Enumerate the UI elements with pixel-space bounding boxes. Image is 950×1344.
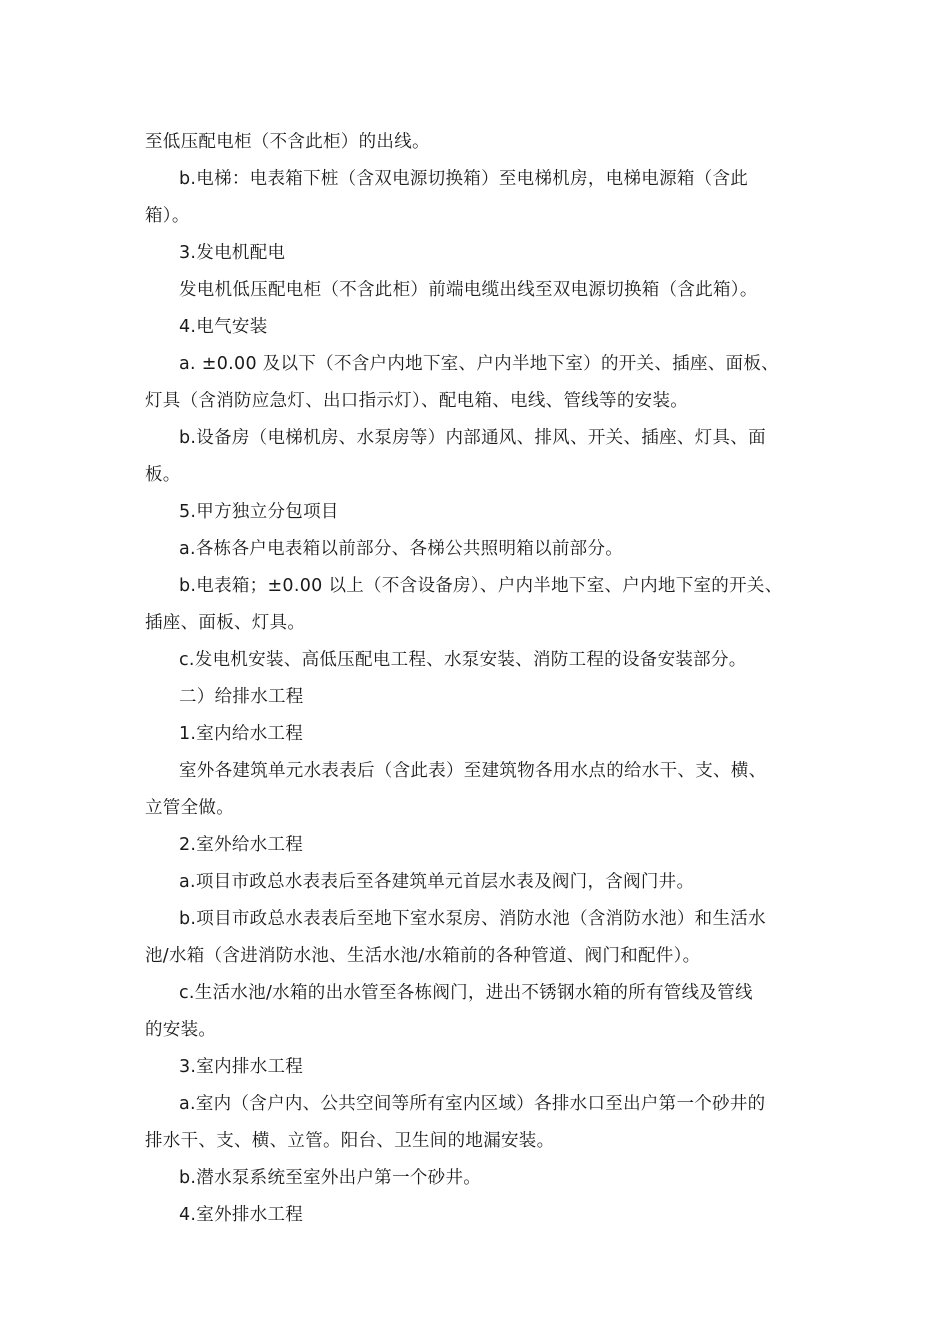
document-line: 至低压配电柜（不含此柜）的出线。 bbox=[145, 132, 430, 152]
document-line: 二）给排水工程 bbox=[179, 687, 304, 707]
document-line: 3.室内排水工程 bbox=[179, 1057, 304, 1077]
document-line: b.设备房（电梯机房、水泵房等）内部通风、排风、开关、插座、灯具、面 bbox=[179, 428, 766, 448]
document-line: 灯具（含消防应急灯、出口指示灯）、配电箱、电线、管线等的安装。 bbox=[145, 391, 689, 411]
document-line: 4.室外排水工程 bbox=[179, 1205, 304, 1225]
document-line: 室外各建筑单元水表表后（含此表）至建筑物各用水点的给水干、支、横、 bbox=[179, 761, 767, 781]
document-line: 4.电气安装 bbox=[179, 317, 268, 337]
document-line: a.项目市政总水表表后至各建筑单元首层水表及阀门，含阀门井。 bbox=[179, 872, 695, 892]
document-line: 箱）。 bbox=[145, 206, 190, 226]
document-line: c.发电机安装、高低压配电工程、水泵安装、消防工程的设备安装部分。 bbox=[179, 650, 747, 670]
document-body bbox=[145, 124, 813, 1234]
document-line: 1.室内给水工程 bbox=[179, 724, 304, 744]
document-line: a.各栋各户电表箱以前部分、各梯公共照明箱以前部分。 bbox=[179, 539, 624, 559]
document-line: 池/水箱（含进消防水池、生活水池/水箱前的各种管道、阀门和配件）。 bbox=[145, 946, 701, 966]
document-line: 2.室外给水工程 bbox=[179, 835, 304, 855]
document-line: a.室内（含户内、公共空间等所有室内区域）各排水口至出户第一个砂井的 bbox=[179, 1094, 766, 1114]
document-line: b.潜水泵系统至室外出户第一个砂井。 bbox=[179, 1168, 482, 1188]
document-line: 板。 bbox=[145, 465, 181, 485]
document-line: 发电机低压配电柜（不含此柜）前端电缆出线至双电源切换箱（含此箱）。 bbox=[179, 280, 758, 300]
document-line: a. ±0.00 及以下（不含户内地下室、户内半地下室）的开关、插座、面板、 bbox=[179, 354, 779, 374]
document-line: 的安装。 bbox=[145, 1020, 217, 1040]
document-line: 立管全做。 bbox=[145, 798, 234, 818]
document-line: 5.甲方独立分包项目 bbox=[179, 502, 339, 522]
document-line: 排水干、支、横、立管。阳台、卫生间的地漏安装。 bbox=[145, 1131, 555, 1151]
document-line: 插座、面板、灯具。 bbox=[145, 613, 306, 633]
document-line: b.电梯：电表箱下桩（含双电源切换箱）至电梯机房，电梯电源箱（含此 bbox=[179, 169, 749, 189]
document-line: b.电表箱；±0.00 以上（不含设备房）、户内半地下室、户内地下室的开关、 bbox=[179, 576, 783, 596]
document-line: b.项目市政总水表表后至地下室水泵房、消防水池（含消防水池）和生活水 bbox=[179, 909, 766, 929]
document-line: c.生活水池/水箱的出水管至各栋阀门，进出不锈钢水箱的所有管线及管线 bbox=[179, 983, 753, 1003]
document-line: 3.发电机配电 bbox=[179, 243, 286, 263]
